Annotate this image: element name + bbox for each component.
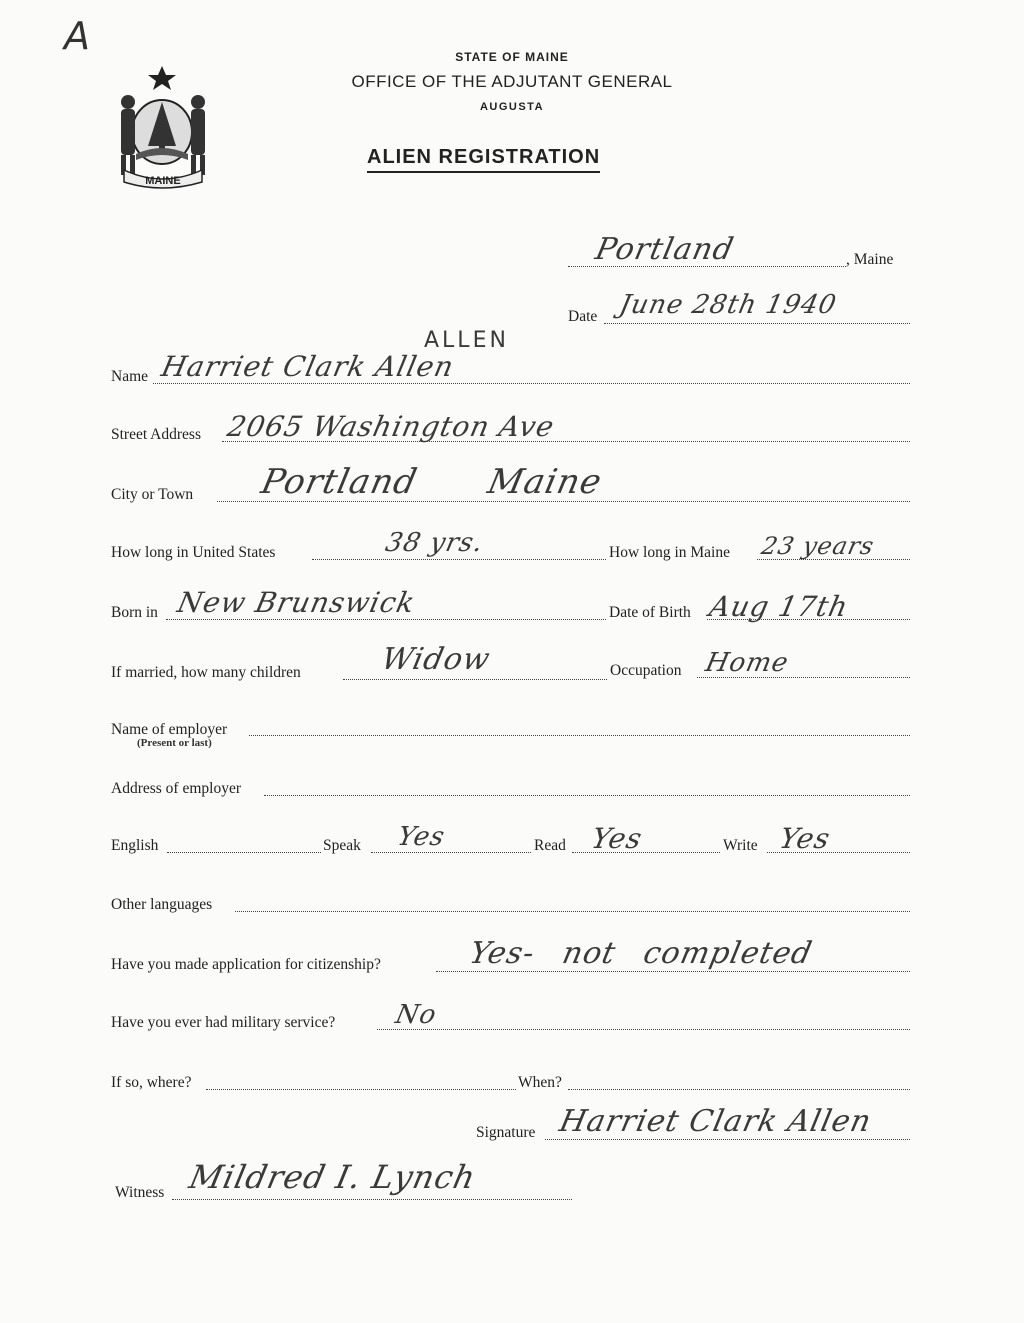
us-label: How long in United States (111, 544, 276, 561)
citizenship-label: Have you made application for citizenship? (111, 956, 381, 973)
maine-value: 23 years (759, 532, 878, 560)
signature-label: Signature (476, 1124, 536, 1141)
employer-sub-label: (Present or last) (137, 737, 212, 749)
occupation-value: Home (702, 648, 792, 678)
place-suffix: , Maine (846, 251, 894, 268)
street-label: Street Address (111, 426, 201, 443)
speak-label: Speak (323, 837, 361, 854)
witness-value: Mildred I. Lynch (185, 1158, 480, 1196)
maine-label: How long in Maine (609, 544, 730, 561)
employer-address-label: Address of employer (111, 780, 241, 797)
where-label: If so, where? (111, 1074, 192, 1091)
place-value: Portland (592, 232, 738, 267)
name-value: Harriet Clark Allen (158, 350, 458, 383)
header-city: AUGUSTA (479, 101, 545, 113)
children-value: Widow (378, 642, 494, 677)
date-value: June 28th 1940 (616, 290, 840, 320)
street-value: 2065 Washington Ave (224, 410, 558, 443)
date-label: Date (568, 308, 598, 325)
corner-mark: A (64, 14, 90, 58)
other-languages-label: Other languages (111, 896, 213, 913)
name-label: Name (111, 368, 149, 385)
read-value: Yes (588, 822, 646, 855)
header-state: STATE OF MAINE (455, 50, 569, 64)
military-value: No (392, 1000, 440, 1030)
write-value: Yes (776, 822, 834, 855)
signature-value: Harriet Clark Allen (556, 1104, 875, 1139)
children-label: If married, how many children (111, 664, 301, 681)
english-label: English (111, 837, 159, 854)
us-value: 38 yrs. (382, 528, 487, 558)
when-label: When? (518, 1074, 562, 1091)
form-title: ALIEN REGISTRATION (367, 146, 600, 173)
seal-banner-text: MAINE (145, 175, 181, 187)
write-label: Write (723, 837, 758, 854)
born-label: Born in (111, 604, 158, 621)
city-label: City or Town (111, 486, 194, 503)
witness-label: Witness (115, 1184, 165, 1201)
city-value: Portland Maine (257, 462, 606, 502)
employer-label: Name of employer (111, 721, 228, 738)
speak-value: Yes (394, 822, 448, 852)
military-label: Have you ever had military service? (111, 1014, 336, 1031)
dob-label: Date of Birth (609, 604, 691, 621)
born-value: New Brunswick (174, 586, 419, 619)
name-annotation: ALLEN (424, 328, 509, 353)
citizenship-value: Yes- not completed (466, 936, 816, 971)
dob-value: Aug 17th (706, 590, 852, 623)
occupation-label: Occupation (610, 662, 682, 679)
read-label: Read (534, 837, 566, 854)
header-office: OFFICE OF THE ADJUTANT GENERAL (351, 72, 673, 91)
